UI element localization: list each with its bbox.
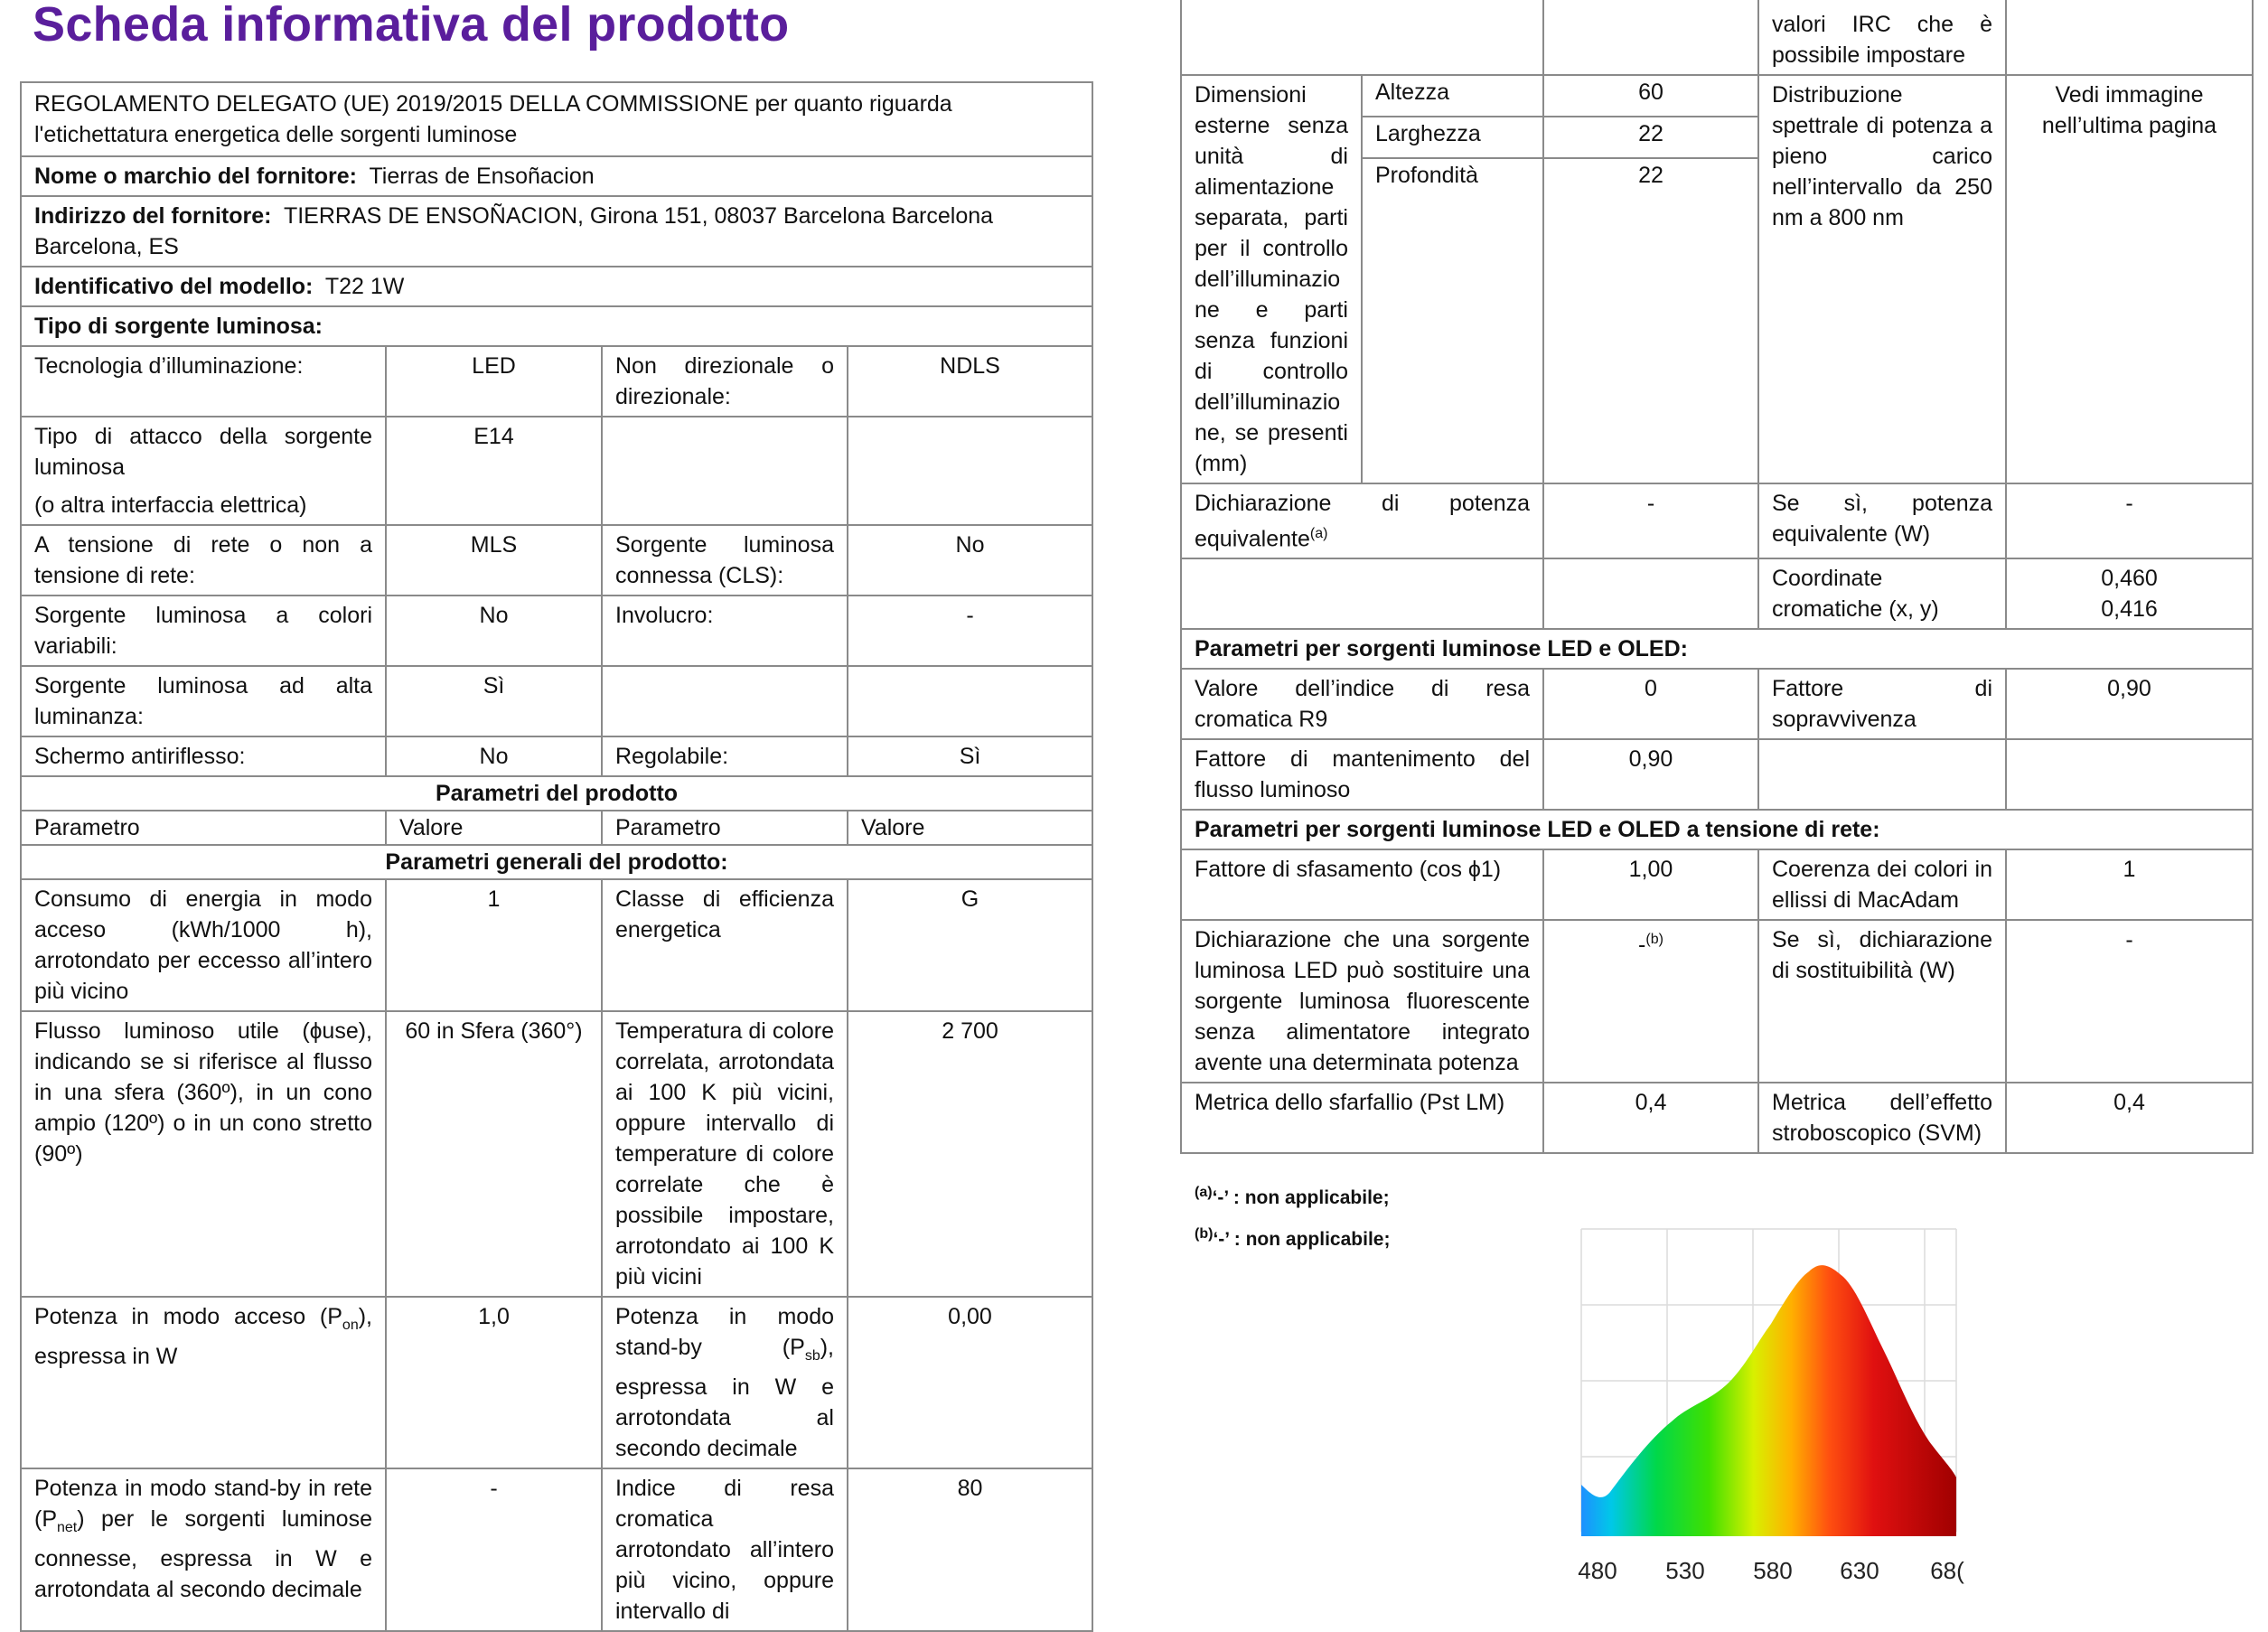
empty-cell xyxy=(2006,0,2253,75)
empty-cell xyxy=(2006,739,2253,810)
tech-label: Tecnologia d’illuminazione: xyxy=(21,346,386,417)
supplier-name-row xyxy=(21,156,1092,196)
pnet-label: Potenza in modo stand-by in rete $(P_{net})$ per le sorgenti luminose connesse, espressa in W e arrotondata al secondo decimale xyxy=(21,1468,386,1631)
energy-label: Consumo di energia in modo acceso (kWh/1000 h), arrotondato per eccesso all’intero più vicino xyxy=(21,879,386,1011)
replace-label: Dichiarazione che una sorgente luminosa LED può sostituire una sorgente luminosa fluorescente senza alimentatore integrato avente una determinata potenza xyxy=(1181,920,1543,1083)
cap-label-cell xyxy=(21,417,386,525)
model-label: Identificativo del modello: xyxy=(34,274,314,299)
footnote-b: $^{(b)}$‘-’ : non applicabile; xyxy=(1195,1226,1391,1250)
empty-cell xyxy=(602,666,848,736)
macadam-label: Coerenza dei colori in ellissi di MacAdam xyxy=(1758,849,2006,920)
x-tick-label: 480 xyxy=(1578,1557,1617,1584)
depth-value: 22 xyxy=(1543,158,1758,483)
led-mains-params-heading: Parametri per sorgenti luminose LED e OLED a tensione di rete: xyxy=(1181,810,2253,849)
dir-label: Non direzionale o direzionale: xyxy=(602,346,848,417)
equiv-w-label: Se sì, potenza equivalente (W) xyxy=(1758,483,2006,558)
cri-value: 80 xyxy=(848,1468,1092,1631)
depth-label: Profondità xyxy=(1362,158,1543,483)
pnet-value: - xyxy=(386,1468,602,1631)
replace-w-label: Se sì, dichiarazione di sostituibilità (W) xyxy=(1758,920,2006,1083)
x-tick-label: 630 xyxy=(1840,1557,1879,1584)
glare-value: No xyxy=(386,736,602,776)
cap-label: Tipo di attacco della sorgente luminosa xyxy=(34,424,372,480)
col-header-value: Valore xyxy=(848,811,1092,845)
class-value: G xyxy=(848,879,1092,1011)
col-header-param: Parametro xyxy=(602,811,848,845)
pf-label: Fattore di sfasamento (cos ϕ1) xyxy=(1181,849,1543,920)
cct-label: Temperatura di colore correlata, arrotondata ai 100 K più vicini, oppure intervallo di temperature di colore correlate che è possibile impostare, arrotondato ai 100 K più vicini xyxy=(602,1011,848,1297)
supplier-name: Tierras de Ensoñacion xyxy=(369,164,595,189)
supplier-address-row xyxy=(21,196,1092,267)
flux-value: 60 in Sfera (360°) xyxy=(386,1011,602,1297)
page-title: Scheda informativa del prodotto xyxy=(33,0,790,52)
empty-cell xyxy=(1543,558,1758,629)
product-params-heading: Parametri del prodotto xyxy=(21,776,1092,811)
dimensions-label: Dimensioni esterne senza unità di alimentazione separata, parti per il controllo dell’illuminazione e parti senza funzioni di controllo dell’illuminazione, se presenti (mm) xyxy=(1181,75,1362,483)
strobo-label: Metrica dell’effetto stroboscopico (SVM) xyxy=(1758,1083,2006,1153)
cct-value: 2 700 xyxy=(848,1011,1092,1297)
col-header-value: Valore xyxy=(386,811,602,845)
survival-value: 0,90 xyxy=(2006,669,2253,739)
colour-value: No xyxy=(386,596,602,666)
equiv-label: Dichiarazione di potenza equivalente$^{(a)}$ xyxy=(1181,483,1543,558)
x-tick-label: 68( xyxy=(1930,1557,1964,1584)
pon-label: Potenza in modo acceso $(P_{on})$, espressa in W xyxy=(21,1297,386,1468)
high-luminance-label: Sorgente luminosa ad alta luminanza: xyxy=(21,666,386,736)
flicker-label: Metrica dello sfarfallio (Pst LM) xyxy=(1181,1083,1543,1153)
cri-label-cont: valori IRC che è possibile impostare xyxy=(1758,0,2006,75)
general-params-heading: Parametri generali del prodotto: xyxy=(21,845,1092,879)
pon-value: 1,0 xyxy=(386,1297,602,1468)
led-params-heading: Parametri per sorgenti luminose LED e OLED: xyxy=(1181,629,2253,669)
empty-cell xyxy=(1758,739,2006,810)
supplier-address: TIERRAS DE ENSOÑACION, Girona 151, 08037 Barcelona Barcelona Barcelona, ES xyxy=(34,203,994,259)
height-label: Altezza xyxy=(1362,75,1543,117)
chroma-x: 0,460 xyxy=(2101,566,2158,592)
maint-value: 0,90 xyxy=(1543,739,1758,810)
model-id: T22 1W xyxy=(324,274,405,299)
cls-value: No xyxy=(848,525,1092,596)
equiv-w-value: - xyxy=(2006,483,2253,558)
empty-cell xyxy=(848,417,1092,525)
width-label: Larghezza xyxy=(1362,117,1543,158)
macadam-value: 1 xyxy=(2006,849,2253,920)
high-luminance-value: Sì xyxy=(386,666,602,736)
flicker-value: 0,4 xyxy=(1543,1083,1758,1153)
x-tick-label: 580 xyxy=(1753,1557,1793,1584)
mains-value: MLS xyxy=(386,525,602,596)
chroma-label: Coordinate cromatiche (x, y) xyxy=(1758,558,2006,629)
chroma-y: 0,416 xyxy=(2101,596,2158,623)
equiv-value: - xyxy=(1543,483,1758,558)
glare-label: Schermo antiriflesso: xyxy=(21,736,386,776)
pf-value: 1,00 xyxy=(1543,849,1758,920)
psb-value: 0,00 xyxy=(848,1297,1092,1468)
model-row xyxy=(21,267,1092,306)
spd-label: Distribuzione spettrale di potenza a pieno carico nell’intervallo da 250 nm a 800 nm xyxy=(1758,75,2006,483)
empty-cell xyxy=(848,666,1092,736)
envelope-label: Involucro: xyxy=(602,596,848,666)
cap-label-note: (o altra interfaccia elettrica) xyxy=(34,492,307,518)
energy-value: 1 xyxy=(386,879,602,1011)
flux-label: Flusso luminoso utile (ɸuse), indicando se si riferisce al flusso in una sfera (360º), in un cono ampio (120º) o in un cono stretto (90º) xyxy=(21,1011,386,1297)
width-value: 22 xyxy=(1543,117,1758,158)
maint-label: Fattore di mantenimento del flusso luminoso xyxy=(1181,739,1543,810)
footnotes xyxy=(1195,1175,1390,1258)
light-source-type-heading: Tipo di sorgente luminosa: xyxy=(21,306,1092,346)
spd-value: Vedi immagine nell’ultima pagina xyxy=(2006,75,2253,483)
spectrum-curve xyxy=(1581,1265,1956,1536)
footnote-a: $^{(a)}$‘-’ : non applicabile; xyxy=(1195,1185,1390,1208)
supplier-name-label: Nome o marchio del fornitore: xyxy=(34,164,357,189)
replace-w-value: - xyxy=(2006,920,2253,1083)
cri-label: Indice di resa cromatica arrotondato all’intero più vicino, oppure intervallo di xyxy=(602,1468,848,1631)
x-tick-label: 530 xyxy=(1665,1557,1705,1584)
replace-value: -$^{(b)}$ xyxy=(1543,920,1758,1083)
strobo-value: 0,4 xyxy=(2006,1083,2253,1153)
r9-label: Valore dell’indice di resa cromatica R9 xyxy=(1181,669,1543,739)
empty-cell xyxy=(602,417,848,525)
colour-label: Sorgente luminosa a colori variabili: xyxy=(21,596,386,666)
col-header-param: Parametro xyxy=(21,811,386,845)
empty-cell xyxy=(1181,0,1543,75)
height-value: 60 xyxy=(1543,75,1758,117)
mains-label: A tensione di rete o non a tensione di rete: xyxy=(21,525,386,596)
product-info-table-left xyxy=(20,81,1093,1632)
class-label: Classe di efficienza energetica xyxy=(602,879,848,1011)
dimmable-label: Regolabile: xyxy=(602,736,848,776)
empty-cell xyxy=(1181,558,1543,629)
spectrum-x-ticks xyxy=(1578,1557,1964,1584)
supplier-address-label: Indirizzo del fornitore: xyxy=(34,203,272,229)
tech-value: LED xyxy=(386,346,602,417)
r9-value: 0 xyxy=(1543,669,1758,739)
psb-label: Potenza in modo stand-by $(P_{sb})$, espressa in W e arrotondata al secondo decimale xyxy=(602,1297,848,1468)
cap-value: E14 xyxy=(386,417,602,525)
dimmable-value: Sì xyxy=(848,736,1092,776)
chroma-values xyxy=(2006,558,2253,629)
spectrum-chart xyxy=(1572,1224,1988,1595)
empty-cell xyxy=(1543,0,1758,75)
survival-label: Fattore di sopravvivenza xyxy=(1758,669,2006,739)
product-info-table-right xyxy=(1180,0,2254,1154)
envelope-value: - xyxy=(848,596,1092,666)
cls-label: Sorgente luminosa connessa (CLS): xyxy=(602,525,848,596)
dir-value: NDLS xyxy=(848,346,1092,417)
regulation-text: REGOLAMENTO DELEGATO (UE) 2019/2015 DELLA COMMISSIONE per quanto riguarda l'etichettatura energetica delle sorgenti luminose xyxy=(21,82,1092,156)
